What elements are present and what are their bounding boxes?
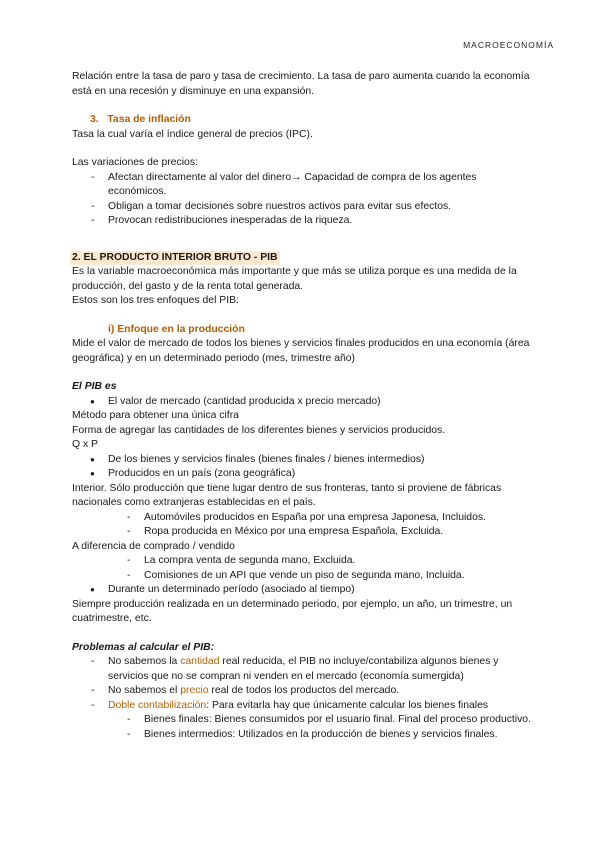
page-header-title: MACROECONOMÍA (463, 40, 554, 50)
list-item: - No sabemos el precio real de todos los productos del mercado. (72, 684, 534, 699)
list-item: ● El valor de mercado (cantidad producida x precio mercado) (72, 395, 534, 410)
highlight-precio: precio (180, 685, 209, 696)
list-item: ● Producidos en un país (zona geográfica) (72, 467, 534, 482)
list-item: - Afectan directamente al valor del dinero→ Capacidad de compra de los agentes económicos. (72, 171, 534, 200)
pib-description: Es la variable macroeconómica más importante y que más se utiliza porque es una medida de la producción, del gasto y de la renta total generada. (72, 266, 517, 292)
intro-paragraph: Relación entre la tasa de paro y tasa de crecimiento. La tasa de paro aumenta cuando la economía está en una recesión y disminuye en una expansión. (72, 71, 530, 97)
list-item: - Bienes finales: Bienes consumidos por el usuario final. Final del proceso productivo. (72, 713, 534, 728)
section-title-pib: 2. EL PRODUCTO INTERIOR BRUTO - PIB (70, 251, 280, 266)
inflation-heading-text: Tasa de inflación (107, 114, 191, 125)
approach-text: Mide el valor de mercado de todos los bienes y servicios finales producidos en una economía (área geográfica) y en un determinado periodo (mes, trimestre año) (72, 338, 530, 364)
variations-list (72, 171, 534, 229)
interior-text: Interior. Sólo producción que tiene lugar dentro de sus fronteras, tanto si proviene de fábricas nacionales como extranjeras establecidas en el país. (72, 482, 502, 508)
document-body (72, 70, 534, 742)
qxp-text: Q x P (72, 439, 98, 450)
variations-intro: Las variaciones de precios: (72, 157, 198, 168)
highlight-cantidad: cantidad (180, 656, 220, 667)
list-item: ● De los bienes y servicios finales (bienes finales / bienes intermedios) (72, 453, 534, 468)
list-item: - Provocan redistribuciones inesperadas de la riqueza. (72, 214, 534, 229)
list-item: - Obligan a tomar decisiones sobre nuestros activos para evitar sus efectos. (72, 200, 534, 215)
list-item: ● Durante un determinado período (asociado al tiempo) (72, 583, 534, 598)
list-item: - Comisiones de un API que vende un piso de segunda mano, Incluida. (72, 569, 534, 584)
list-item: - No sabemos la cantidad real reducida, el PIB no incluye/contabiliza algunos bienes y servicios que no se compran ni venden en el mercado (economía sumergida) (72, 655, 534, 684)
approaches-intro: Estos son los tres enfoques del PIB: (72, 295, 239, 306)
inflation-definition: Tasa la cual varía el índice general de precios (IPC). (72, 128, 313, 140)
list-item: - Automóviles producidos en España por una empresa Japonesa, Incluidos. (72, 511, 534, 526)
problems-list (72, 655, 534, 713)
problems-heading: Problemas al calcular el PIB: (72, 641, 215, 653)
list-item: - Doble contabilización: Para evitarla hay que únicamente calcular los bienes finales (72, 699, 534, 714)
list-item: - Ropa producida en México por una empresa Española, Excluida. (72, 525, 534, 540)
list-item: - Bienes intermedios: Utilizados en la producción de bienes y servicios finales. (72, 728, 534, 743)
metodo-text: Método para obtener una única cifra (72, 410, 239, 421)
highlight-doble-contabilizacion: Doble contabilización (108, 699, 207, 711)
list-item: - La compra venta de segunda mano, Excluida. (72, 554, 534, 569)
siempre-text: Siempre producción realizada en un determinado periodo, por ejemplo, un año, un trimestre, un cuatrimestre, etc. (72, 598, 513, 624)
inflation-heading (72, 113, 534, 128)
forma-text: Forma de agregar las cantidades de los diferentes bienes y servicios producidos. (72, 424, 446, 436)
el-pib-es-heading: El PIB es (72, 381, 117, 392)
comprado-text: A diferencia de comprado / vendido (72, 540, 235, 552)
approach-heading: i) Enfoque en la producción (108, 323, 245, 335)
inflation-number: 3. (90, 114, 99, 125)
